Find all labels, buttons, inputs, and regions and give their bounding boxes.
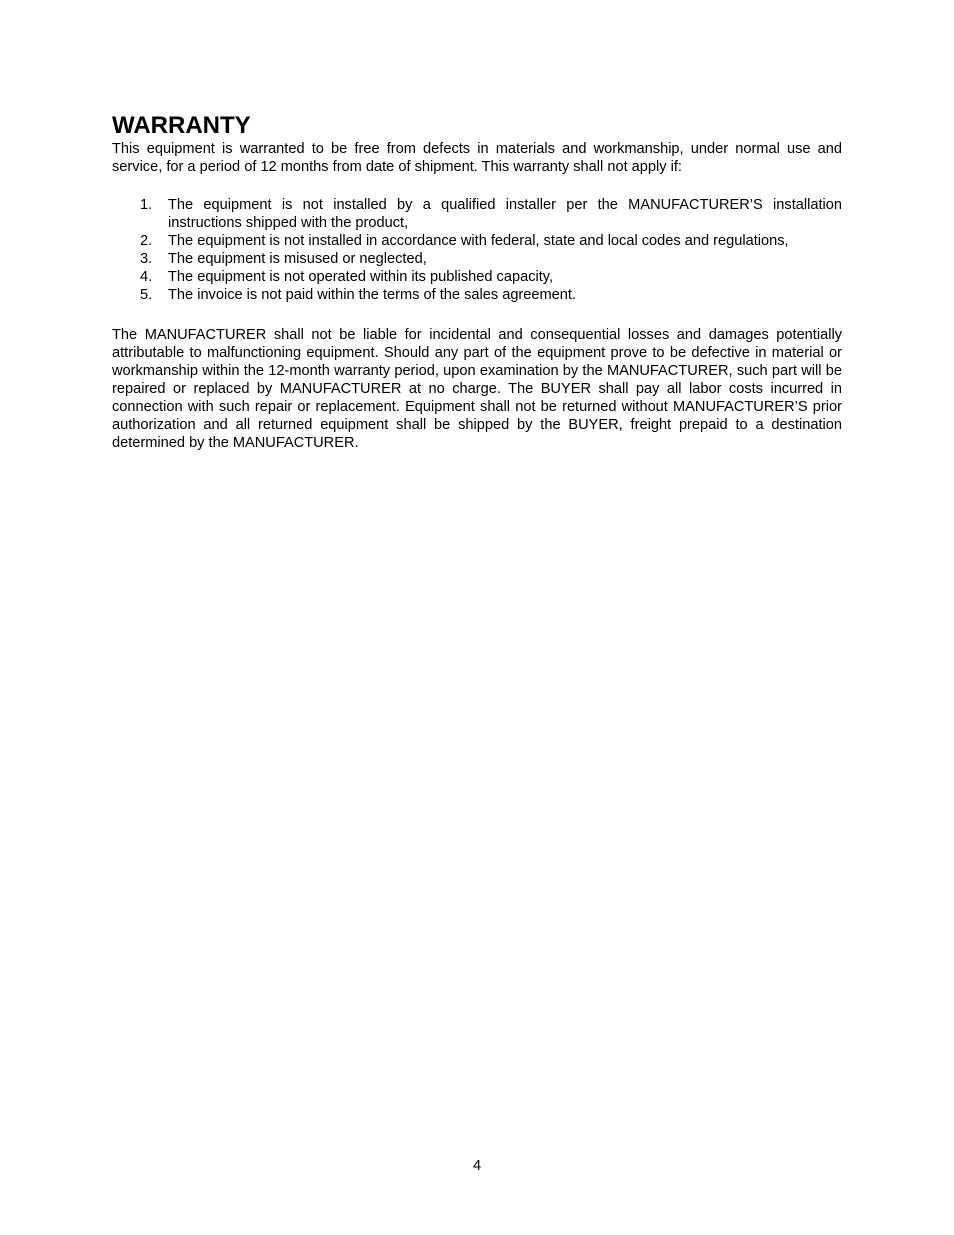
- list-item: [112, 232, 842, 250]
- warranty-section: [112, 112, 842, 452]
- page-number: 4: [472, 1158, 482, 1174]
- list-item-text: The equipment is not installed in accordance with federal, state and local codes and regulations,: [168, 233, 789, 249]
- list-item-number: 5.: [140, 287, 153, 303]
- warranty-intro: This equipment is warranted to be free from defects in materials and workmanship, under normal use and service, for a period of 12 months from date of shipment. This warranty shall not apply if:: [112, 141, 842, 175]
- list-item-number: 2.: [140, 233, 153, 249]
- list-item-text: The equipment is misused or neglected,: [168, 251, 427, 267]
- list-item-number: 4.: [140, 269, 153, 285]
- list-item: [112, 250, 842, 268]
- liability-paragraph: The MANUFACTURER shall not be liable for incidental and consequential losses and damages potentially attributable to malfunctioning equipment. Should any part of the equipment prove to be defective in material or workmanship within the 12-month warranty period, upon examination by the MANUFACTURER, such part will be repaired or replaced by MANUFACTURER at no charge. The BUYER shall pay all labor costs incurred in connection with such repair or replacement. Equipment shall not be returned without MANUFACTURER’S prior authorization and all returned equipment shall be shipped by the BUYER, freight prepaid to a destination determined by the MANUFACTURER.: [112, 327, 842, 451]
- list-item-text: The invoice is not paid within the terms of the sales agreement.: [168, 287, 577, 303]
- list-item-number: 3.: [140, 251, 153, 267]
- list-item-text: The equipment is not operated within its published capacity,: [168, 269, 554, 285]
- list-item: [112, 268, 842, 286]
- list-item: [112, 286, 842, 304]
- warranty-conditions-list: [112, 196, 842, 304]
- list-item-text: The equipment is not installed by a qualified installer per the MANUFACTURER’S installation instructions shipped with the product,: [168, 197, 842, 231]
- list-item-number: 1.: [140, 197, 153, 213]
- page-title: WARRANTY: [112, 112, 251, 139]
- list-item: [112, 196, 842, 232]
